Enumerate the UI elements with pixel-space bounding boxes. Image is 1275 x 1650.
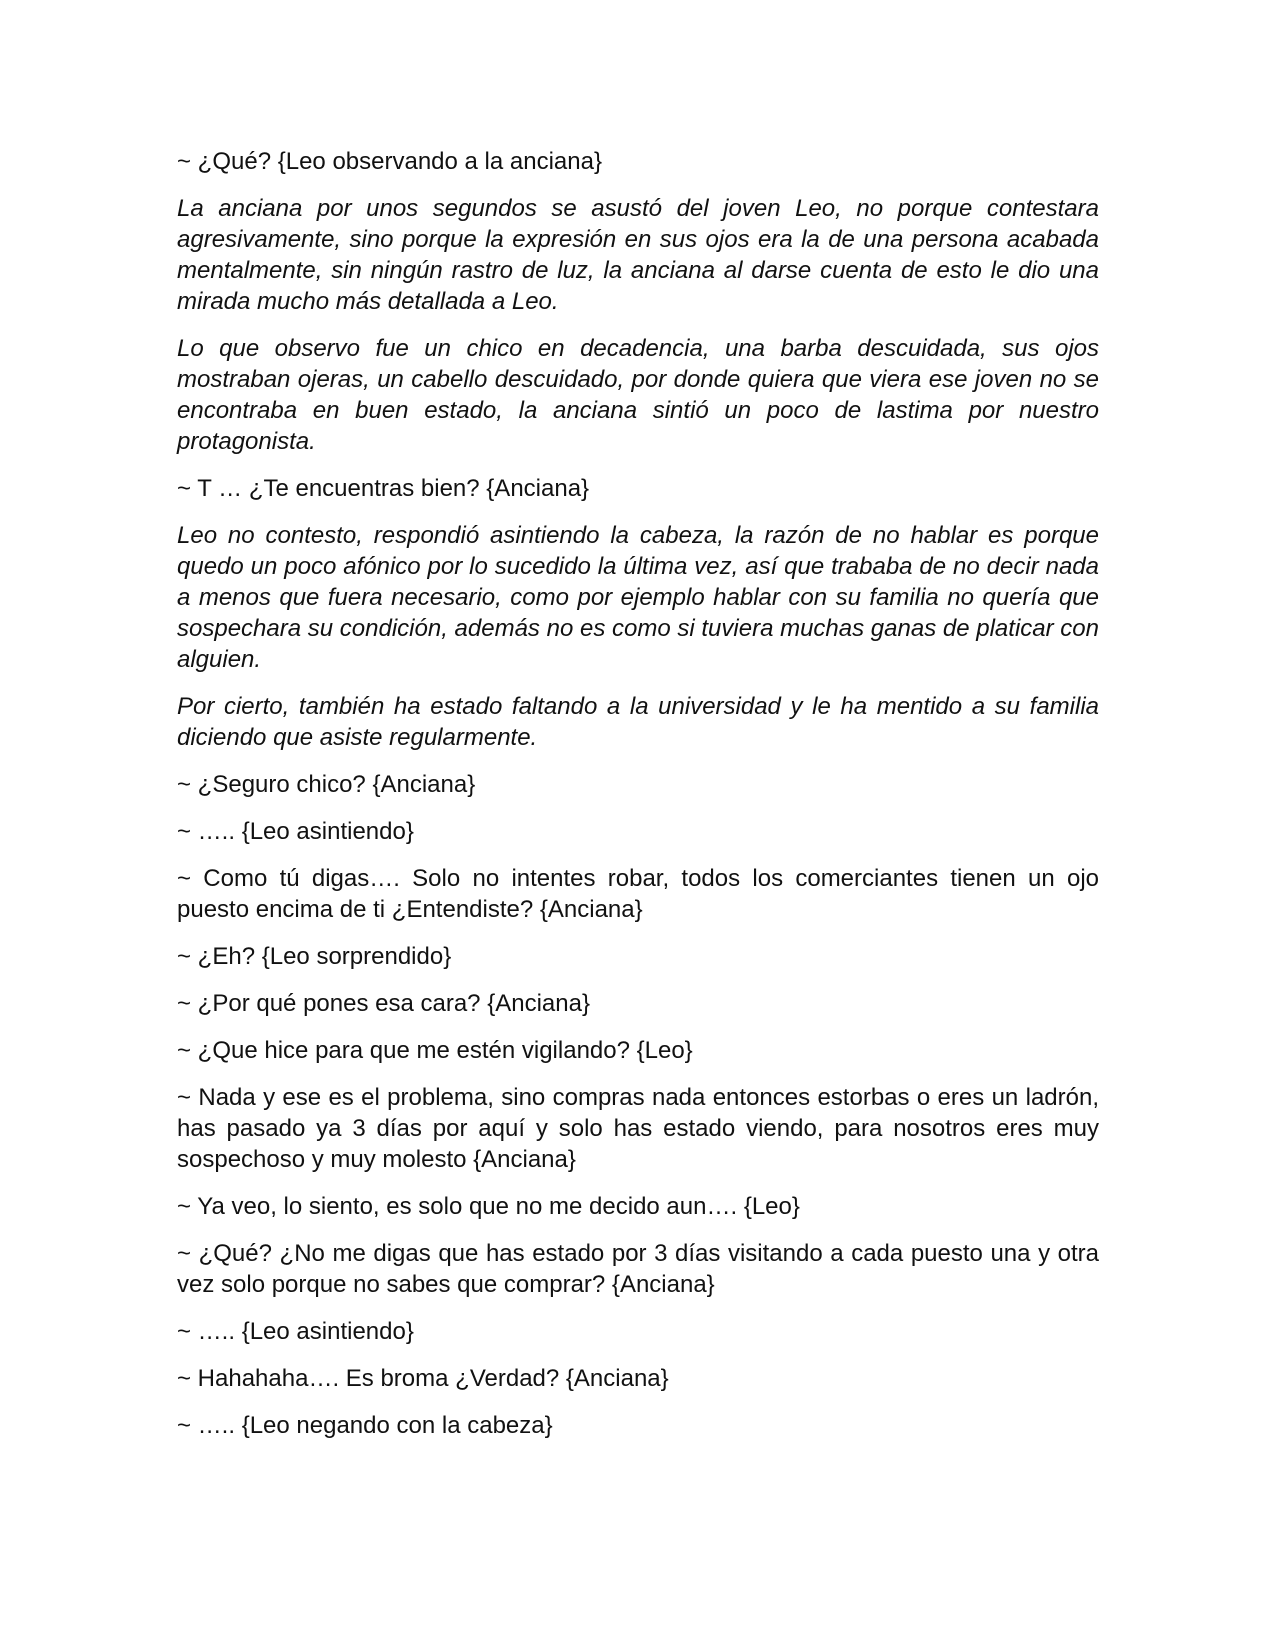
dialogue-line: ~ Ya veo, lo siento, es solo que no me decido aun…. {Leo} [177,1193,800,1220]
dialogue-line: ~ ¿Por qué pones esa cara? {Anciana} [177,990,590,1017]
narration-paragraph: La anciana por unos segundos se asustó del joven Leo, no porque contestara agresivamente, sino porque la expresión en sus ojos era la de una persona acabada mentalmente, sin ningún rastro de luz, la anciana al darse cuenta de esto le dio una mirada mucho más detallada a Leo. [177,195,1099,315]
dialogue-line: ~ Como tú digas…. Solo no intentes robar, todos los comerciantes tienen un ojo puesto encima de ti ¿Entendiste? {Anciana} [177,865,1099,923]
dialogue-line: ~ ….. {Leo asintiendo} [177,1318,414,1345]
dialogue-line: ~ ¿Qué? {Leo observando a la anciana} [177,148,602,175]
dialogue-line: ~ ¿Que hice para que me estén vigilando? {Leo} [177,1037,693,1064]
dialogue-line: ~ Nada y ese es el problema, sino compras nada entonces estorbas o eres un ladrón, has pasado ya 3 días por aquí y solo has estado viendo, para nosotros eres muy sospechoso y muy molesto {Anciana} [177,1084,1099,1173]
dialogue-line: ~ ¿Qué? ¿No me digas que has estado por 3 días visitando a cada puesto una y otra vez solo porque no sabes que comprar? {Anciana} [177,1240,1099,1298]
narration-paragraph: Leo no contesto, respondió asintiendo la cabeza, la razón de no hablar es porque quedo un poco afónico por lo sucedido la última vez, así que trababa de no decir nada a menos que fuera necesario, como por ejemplo hablar con su familia no quería que sospechara su condición, además no es como si tuviera muchas ganas de platicar con alguien. [177,522,1099,673]
narration-paragraph: Por cierto, también ha estado faltando a la universidad y le ha mentido a su familia diciendo que asiste regularmente. [177,693,1099,751]
dialogue-line: ~ ….. {Leo negando con la cabeza} [177,1412,553,1439]
document-body [177,146,1099,1457]
dialogue-line: ~ ….. {Leo asintiendo} [177,818,414,845]
narration-paragraph: Lo que observo fue un chico en decadencia, una barba descuidada, sus ojos mostraban ojeras, un cabello descuidado, por donde quiera que viera ese joven no se encontraba en buen estado, la anciana sintió un poco de lastima por nuestro protagonista. [177,335,1099,455]
dialogue-line: ~ ¿Seguro chico? {Anciana} [177,771,476,798]
dialogue-line: ~ T … ¿Te encuentras bien? {Anciana} [177,475,590,502]
dialogue-line: ~ ¿Eh? {Leo sorprendido} [177,943,452,970]
dialogue-line: ~ Hahahaha…. Es broma ¿Verdad? {Anciana} [177,1365,669,1392]
